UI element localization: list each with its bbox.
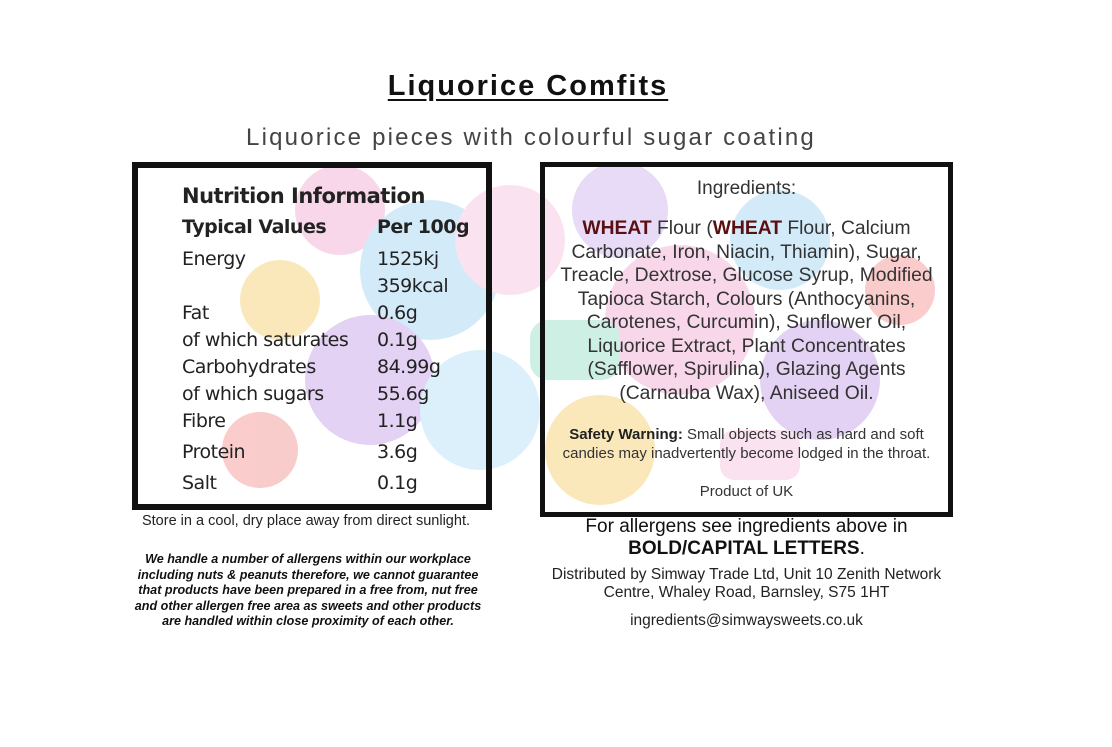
safety-warning-text: Small objects such as hard and soft candies may inadvertently become lodged in the throat. — [562, 426, 931, 462]
safety-warning-label: Safety Warning: — [569, 426, 683, 443]
nutrient-value: 55.6g — [377, 383, 429, 405]
ingredients-text: Flour, Calcium Carbonate, Iron, Niacin, Thiamin), Sugar, Treacle, Dextrose, Glucose Syrup, Modified Tapioca Starch, Colours (Anthocyanins, Carotenes, Curcumin), Sunflower Oil, Liquorice Extract, Plant Concentrates (Safflower, Spirulina), Glazing Agents (Carnauba Wax), Aniseed Oil. — [560, 218, 933, 404]
storage-instructions: Store in a cool, dry place away from direct sunlight. — [141, 513, 470, 529]
nutrient-value: 0.6g — [377, 302, 418, 324]
nutrient-label: Salt — [182, 472, 217, 494]
per-100g-label: Per 100g — [377, 216, 470, 238]
nutrient-value: 1525kj — [377, 248, 439, 270]
ingredients-panel — [540, 162, 953, 517]
nutrition-panel — [132, 162, 492, 510]
page-title: Liquorice Comfits — [387, 70, 669, 102]
nutrient-value: 0.1g — [377, 329, 418, 351]
nutrient-label: Fat — [182, 302, 209, 324]
nutrient-label: Protein — [182, 441, 246, 463]
contact-email: ingredients@simwaysweets.co.uk — [630, 612, 863, 629]
allergen-wheat: WHEAT — [582, 218, 652, 239]
nutrient-label: of which sugars — [182, 383, 324, 405]
allergen-note-end: . — [859, 538, 865, 559]
typical-values-label: Typical Values — [182, 216, 327, 238]
ingredients-heading: Ingredients: — [696, 178, 797, 199]
nutrient-value: 359kcal — [377, 275, 449, 297]
nutrient-label: Carbohydrates — [182, 356, 316, 378]
nutrition-heading: Nutrition Information — [182, 184, 425, 208]
nutrient-value: 1.1g — [377, 410, 418, 432]
ingredients-list — [555, 217, 938, 405]
ingredients-text: Flour ( — [651, 218, 713, 239]
allergen-note — [540, 516, 953, 560]
nutrient-label: of which saturates — [182, 329, 349, 351]
nutrient-value: 0.1g — [377, 472, 418, 494]
nutrient-label: Energy — [182, 248, 246, 270]
nutrient-value: 3.6g — [377, 441, 418, 463]
allergen-wheat: WHEAT — [712, 218, 783, 239]
allergen-handling-warning: We handle a number of allergens within our workplace including nuts & peanuts therefore, we cannot guarantee that products have been prepared in a free from, nut free and other allergen free area as sweets and other products are handled within close proximity of each other. — [134, 552, 482, 629]
nutrient-label: Fibre — [182, 410, 226, 432]
allergen-note-text: For allergens see ingredients above in — [585, 516, 908, 537]
product-origin: Product of UK — [699, 483, 794, 500]
safety-warning — [551, 425, 942, 463]
nutrient-value: 84.99g — [377, 356, 441, 378]
allergen-note-emphasis: BOLD/CAPITAL LETTERS — [628, 538, 860, 559]
distributor-address: Distributed by Simway Trade Ltd, Unit 10 Zenith Network Centre, Whaley Road, Barnsley, S75 1HT — [551, 566, 942, 601]
page-subtitle: Liquorice pieces with colourful sugar coating — [246, 124, 816, 151]
